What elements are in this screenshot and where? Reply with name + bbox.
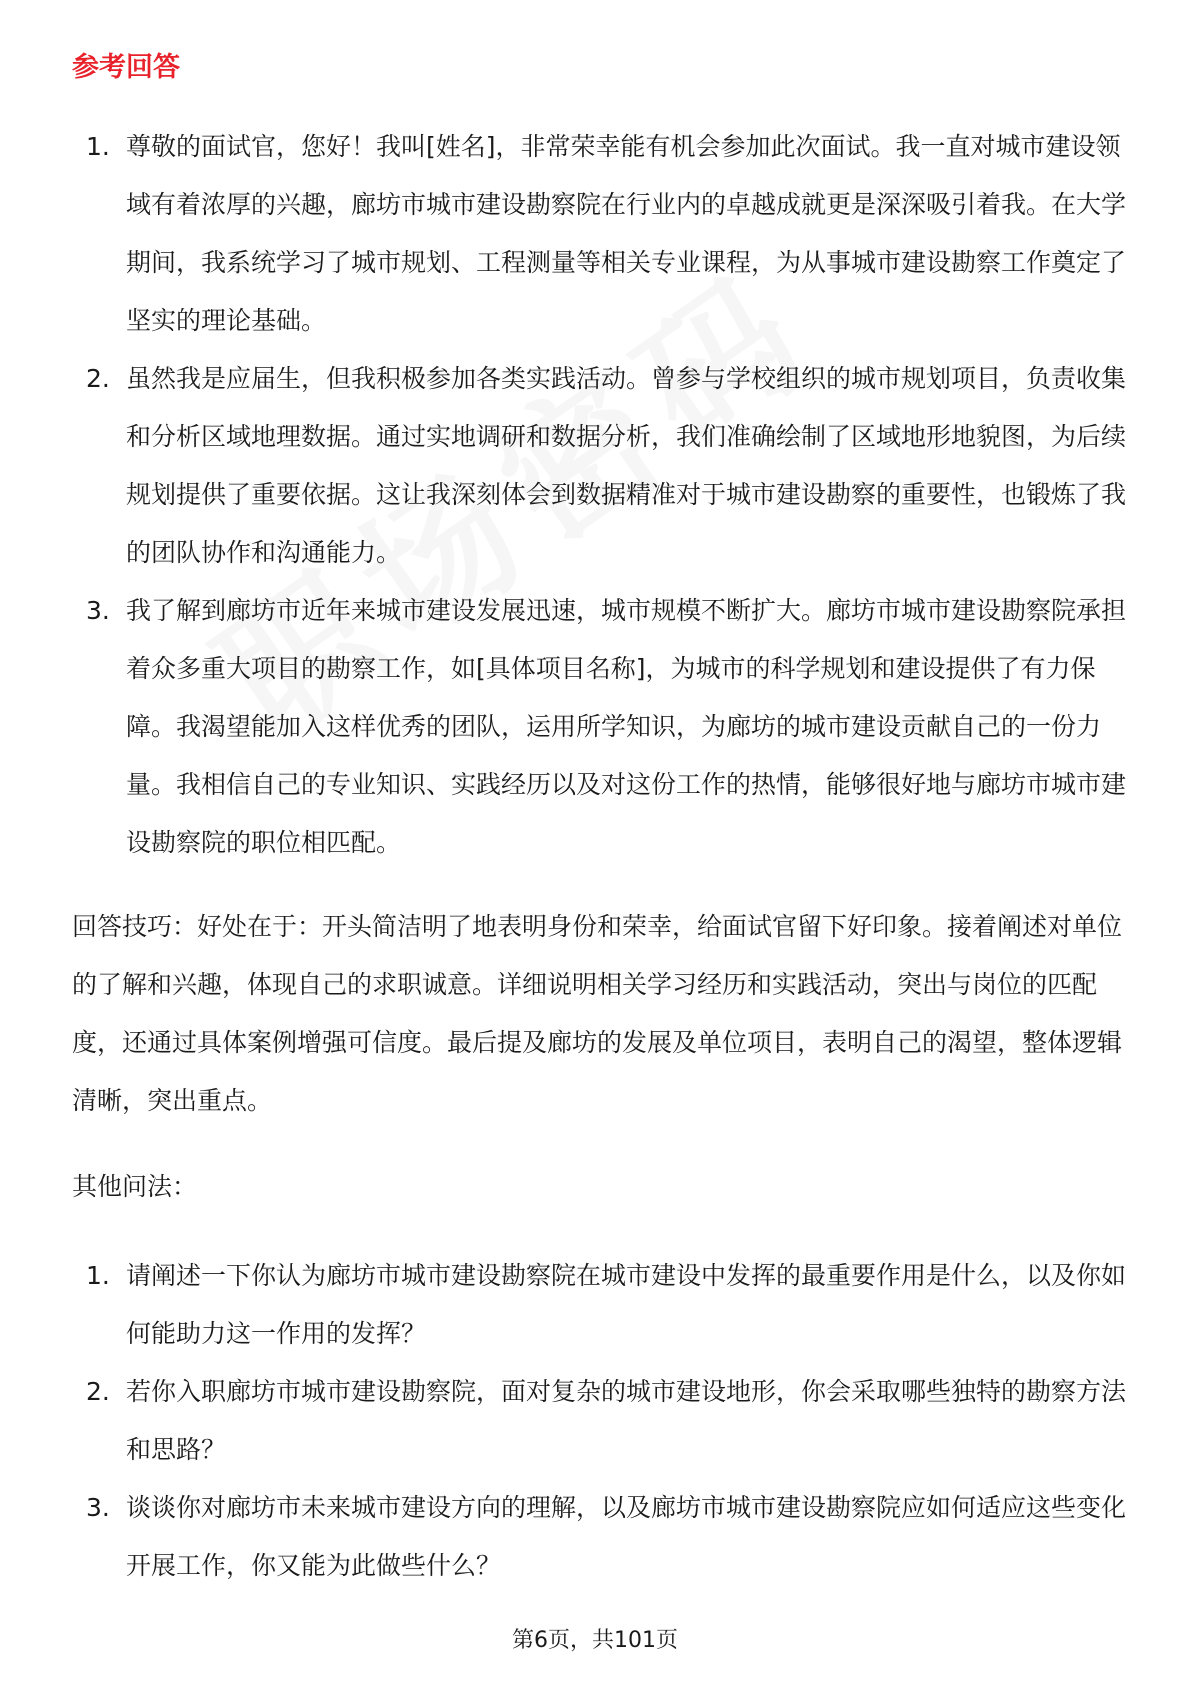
- other-question-item: [72, 1247, 1132, 1363]
- answer-item-text: 我了解到廊坊市近年来城市建设发展迅速，城市规模不断扩大。廊坊市城市建设勘察院承担着众多重大项目的勘察工作，如[具体项目名称]，为城市的科学规划和建设提供了有力保障。我渴望能加入这样优秀的团队，运用所学知识，为廊坊的城市建设贡献自己的一份力量。我相信自己的专业知识、实践经历以及对这份工作的热情，能够很好地与廊坊市城市建设勘察院的职位相匹配。: [126, 596, 1127, 857]
- list-number: 3.: [86, 596, 110, 625]
- list-number: 3.: [86, 1493, 110, 1522]
- answer-tips-paragraph: 回答技巧：好处在于：开头简洁明了地表明身份和荣幸，给面试官留下好印象。接着阐述对单位的了解和兴趣，体现自己的求职诚意。详细说明相关学习经历和实践活动，突出与岗位的匹配度，还通过具体案例增强可信度。最后提及廊坊的发展及单位项目，表明自己的渴望，整体逻辑清晰，突出重点。: [72, 912, 1123, 1115]
- answer-section-title: 参考回答: [72, 52, 180, 83]
- other-question-item: [72, 1363, 1132, 1479]
- answer-list: [72, 118, 1132, 872]
- answer-item: [72, 350, 1132, 582]
- answer-item-text: 尊敬的面试官，您好！我叫[姓名]，非常荣幸能有机会参加此次面试。我一直对城市建设领域有着浓厚的兴趣，廊坊市城市建设勘察院在行业内的卓越成就更是深深吸引着我。在大学期间，我系统学习了城市规划、工程测量等相关专业课程，为从事城市建设勘察工作奠定了坚实的理论基础。: [126, 132, 1127, 335]
- answer-item-text: 虽然我是应届生，但我积极参加各类实践活动。曾参与学校组织的城市规划项目，负责收集和分析区域地理数据。通过实地调研和数据分析，我们准确绘制了区域地形地貌图，为后续规划提供了重要依据。这让我深刻体会到数据精准对于城市建设勘察的重要性，也锻炼了我的团队协作和沟通能力。: [126, 364, 1127, 567]
- list-number: 1.: [86, 1261, 110, 1290]
- list-number: 1.: [86, 132, 110, 161]
- other-question-text: 谈谈你对廊坊市未来城市建设方向的理解，以及廊坊市城市建设勘察院应如何适应这些变化开展工作，你又能为此做些什么？: [126, 1493, 1127, 1580]
- page-number-footer: 第6页，共101页: [512, 1628, 678, 1653]
- other-question-item: [72, 1479, 1132, 1595]
- other-question-text: 若你入职廊坊市城市建设勘察院，面对复杂的城市建设地形，你会采取哪些独特的勘察方法和思路？: [126, 1377, 1127, 1464]
- other-questions-title: 其他问法：: [72, 1172, 198, 1201]
- list-number: 2.: [86, 1377, 110, 1406]
- list-number: 2.: [86, 364, 110, 393]
- answer-item: [72, 582, 1132, 872]
- other-question-text: 请阐述一下你认为廊坊市城市建设勘察院在城市建设中发挥的最重要作用是什么，以及你如何能助力这一作用的发挥？: [126, 1261, 1127, 1348]
- answer-item: [72, 118, 1132, 350]
- other-questions-list: [72, 1247, 1132, 1595]
